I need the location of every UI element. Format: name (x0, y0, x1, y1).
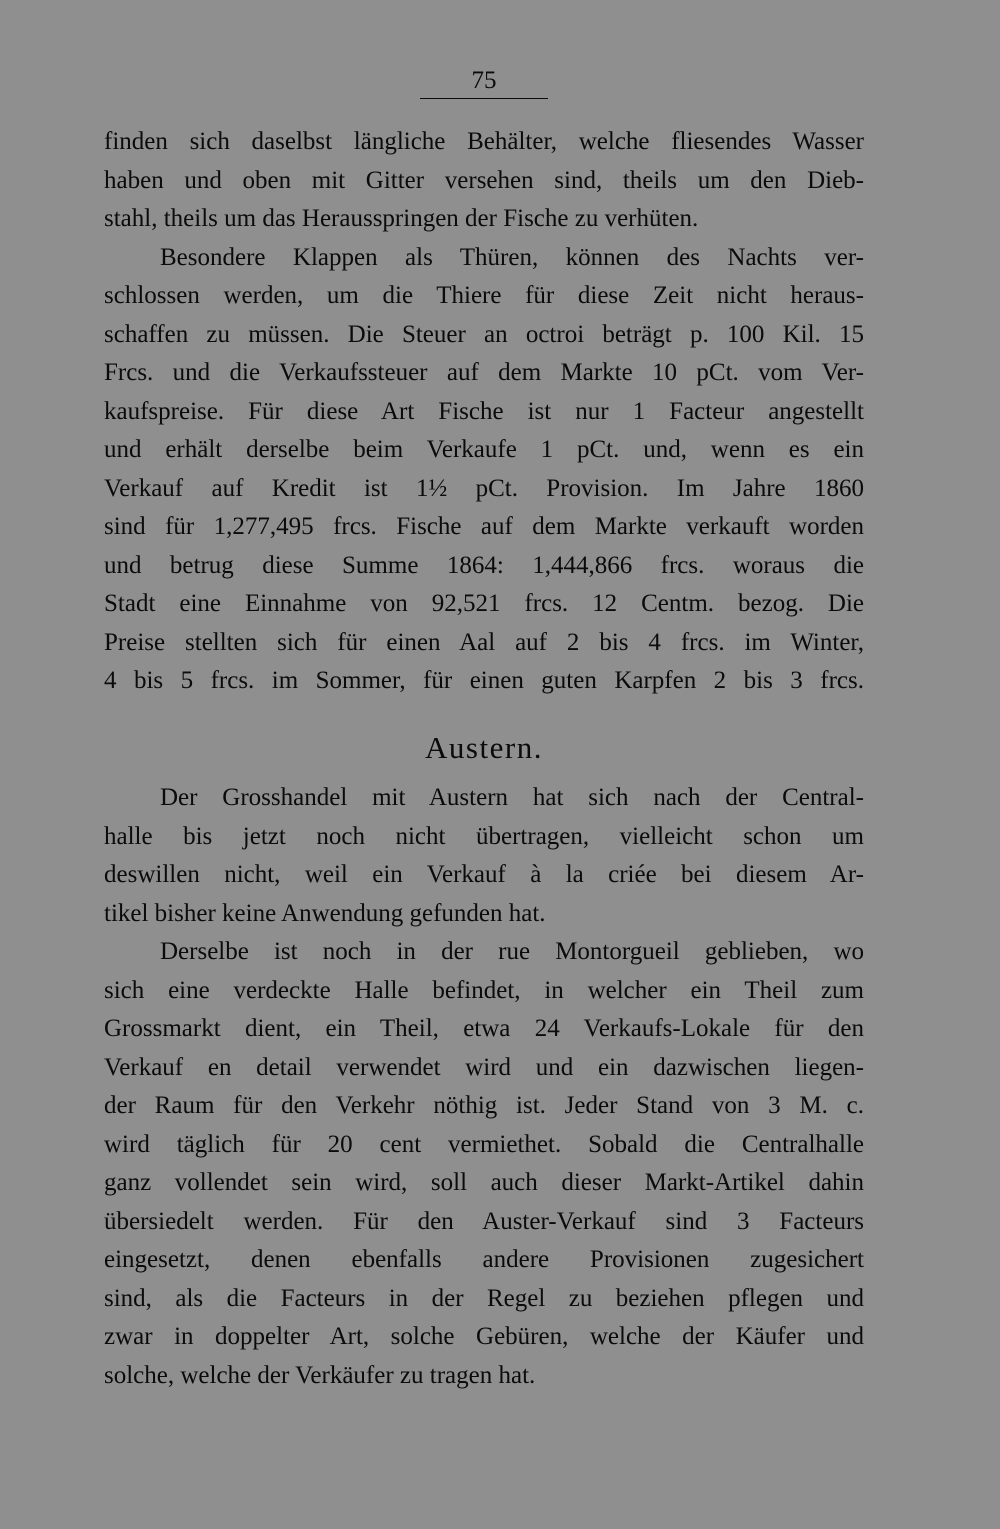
text-line: Grossmarkt dient, ein Theil, etwa 24 Verkaufs-Lokale für den (104, 1015, 864, 1042)
text-line: eingesetzt, denen ebenfalls andere Provisionen zugesichert (104, 1246, 864, 1273)
text-line: haben und oben mit Gitter versehen sind, theils um den Dieb- (104, 166, 864, 194)
page-number-rule (420, 98, 548, 99)
text-line: ganz vollendet sein wird, soll auch dieser Markt-Artikel dahin (104, 1169, 864, 1196)
text-line: deswillen nicht, weil ein Verkauf à la criée bei diesem Ar- (104, 861, 864, 888)
text-line: solche, welche der Verkäufer zu tragen hat. (104, 1361, 536, 1389)
paragraph-fish-market (104, 123, 864, 701)
text-line: Frcs. und die Verkaufssteuer auf dem Markte 10 pCt. vom Ver- (104, 359, 864, 386)
text-line: tikel bisher keine Anwendung gefunden hat. (104, 899, 546, 927)
paragraph-oysters (104, 779, 864, 1395)
text-line: Stadt eine Einnahme von 92,521 frcs. 12 Centm. bezog. Die (104, 590, 864, 617)
text-line: wird täglich für 20 cent vermiethet. Sobald die Centralhalle (104, 1130, 864, 1158)
text-line: Preise stellten sich für einen Aal auf 2 bis 4 frcs. im Winter, (104, 628, 864, 656)
text-line: 4 bis 5 frcs. im Sommer, für einen guten Karpfen 2 bis 3 frcs. (104, 667, 864, 694)
text-line: sind für 1,277,495 frcs. Fische auf dem Markte verkauft worden (104, 513, 864, 540)
text-line: schlossen werden, um die Thiere für diese Zeit nicht heraus- (104, 282, 864, 309)
text-line: schaffen zu müssen. Die Steuer an octroi beträgt p. 100 Kil. 15 (104, 320, 864, 348)
text-line: der Raum für den Verkehr nöthig ist. Jeder Stand von 3 M. c. (104, 1092, 864, 1119)
text-line: und betrug diese Summe 1864: 1,444,866 frcs. woraus die (104, 551, 864, 579)
text-line: kaufspreise. Für diese Art Fische ist nur 1 Facteur angestellt (104, 397, 864, 425)
text-line: sind, als die Facteurs in der Regel zu beziehen pflegen und (104, 1284, 864, 1312)
text-line: finden sich daselbst längliche Behälter, welche fliesendes Wasser (104, 128, 864, 155)
text-line: zwar in doppelter Art, solche Gebüren, welche der Käufer und (104, 1323, 864, 1350)
text-line: Derselbe ist noch in der rue Montorgueil geblieben, wo (160, 938, 864, 965)
text-line: übersiedelt werden. Für den Auster-Verkauf sind 3 Facteurs (104, 1207, 864, 1235)
page-number: 75 (471, 67, 497, 94)
text-line: halle bis jetzt noch nicht übertragen, vielleicht schon um (104, 822, 864, 850)
text-line: Verkauf en detail verwendet wird und ein dazwischen liegen- (104, 1053, 864, 1081)
text-line: Besondere Klappen als Thüren, können des Nachts ver- (160, 243, 864, 271)
text-line: stahl, theils um das Herausspringen der Fische zu verhüten. (104, 205, 699, 232)
text-line: sich eine verdeckte Halle befindet, in welcher ein Theil zum (104, 976, 864, 1004)
text-line: Der Grosshandel mit Austern hat sich nach der Central- (160, 784, 864, 811)
text-line: und erhält derselbe beim Verkaufe 1 pCt. und, wenn es ein (104, 436, 864, 463)
section-heading: Austern. (425, 730, 543, 765)
text-line: Verkauf auf Kredit ist 1½ pCt. Provision. Im Jahre 1860 (104, 474, 864, 502)
